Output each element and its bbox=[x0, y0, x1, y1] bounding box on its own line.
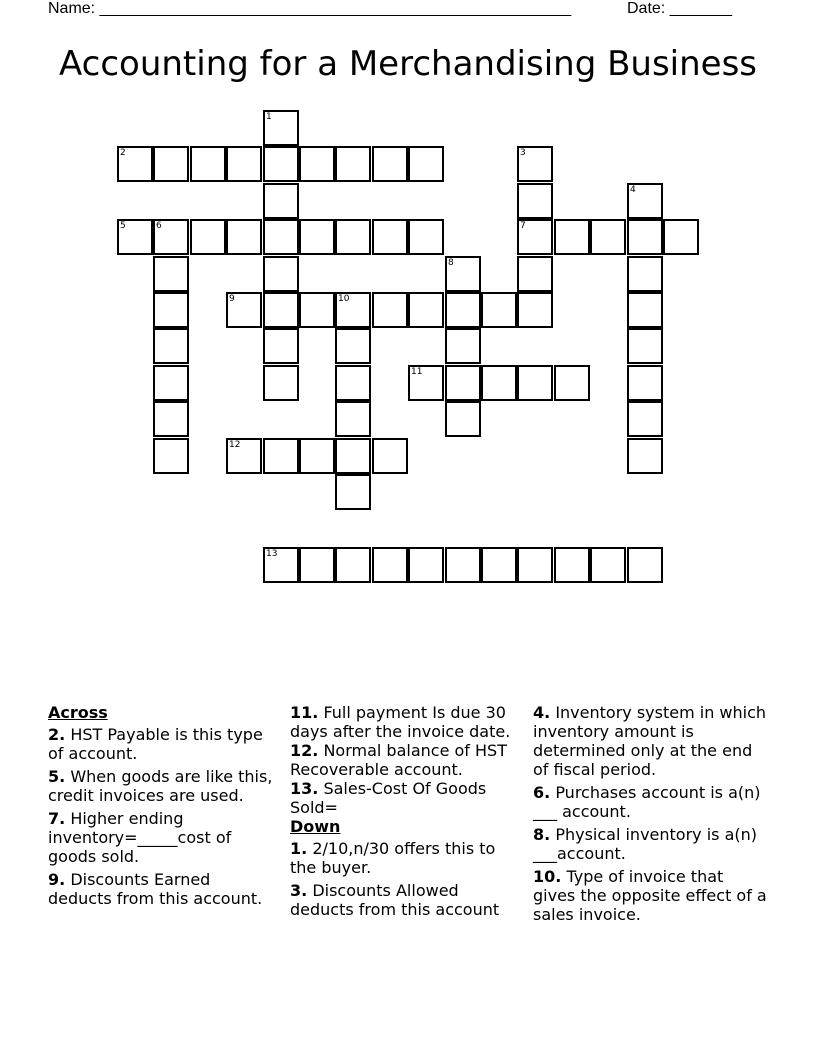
clue-text: When goods are like this, credit invoices are used. bbox=[48, 767, 273, 805]
page-title: Accounting for a Merchandising Business bbox=[58, 44, 758, 84]
crossword-cell[interactable] bbox=[408, 292, 444, 328]
crossword-cell[interactable] bbox=[226, 146, 262, 182]
name-field[interactable]: Name: _____________________________________________________ bbox=[48, 0, 572, 17]
cell-number: 10 bbox=[338, 294, 350, 304]
crossword-cell[interactable] bbox=[153, 146, 189, 182]
crossword-cell[interactable] bbox=[481, 547, 517, 583]
crossword-cell[interactable] bbox=[335, 328, 371, 364]
crossword-cell[interactable] bbox=[153, 292, 189, 328]
clue-number: 4. bbox=[533, 703, 551, 722]
crossword-cell[interactable] bbox=[335, 292, 371, 328]
crossword-cell[interactable] bbox=[263, 146, 299, 182]
crossword-cell[interactable] bbox=[117, 219, 153, 255]
crossword-cell[interactable] bbox=[299, 292, 335, 328]
clue-text: Normal balance of HST Recoverable account. bbox=[290, 741, 507, 779]
crossword-cell[interactable] bbox=[627, 256, 663, 292]
clue-number: 7. bbox=[48, 809, 66, 828]
crossword-cell[interactable] bbox=[263, 256, 299, 292]
crossword-cell[interactable] bbox=[372, 219, 408, 255]
clue-number: 8. bbox=[533, 825, 551, 844]
clue-number: 9. bbox=[48, 870, 66, 889]
crossword-cell[interactable] bbox=[517, 183, 553, 219]
crossword-cell[interactable] bbox=[445, 256, 481, 292]
clue-text: Discounts Earned deducts from this account. bbox=[48, 870, 263, 908]
clue-across-12 bbox=[290, 741, 526, 779]
crossword-cell[interactable] bbox=[263, 328, 299, 364]
clue-number: 12. bbox=[290, 741, 319, 760]
crossword-cell[interactable] bbox=[590, 547, 626, 583]
crossword-cell[interactable] bbox=[372, 146, 408, 182]
crossword-cell[interactable] bbox=[627, 547, 663, 583]
crossword-cell[interactable] bbox=[517, 256, 553, 292]
crossword-cell[interactable] bbox=[627, 328, 663, 364]
crossword-cell[interactable] bbox=[445, 547, 481, 583]
crossword-cell[interactable] bbox=[153, 256, 189, 292]
cell-number: 1 bbox=[266, 112, 272, 122]
cell-number: 8 bbox=[448, 258, 454, 268]
clue-across-5 bbox=[48, 767, 278, 805]
crossword-cell[interactable] bbox=[153, 365, 189, 401]
crossword-cell[interactable] bbox=[263, 219, 299, 255]
crossword-cell[interactable] bbox=[517, 547, 553, 583]
crossword-cell[interactable] bbox=[408, 219, 444, 255]
crossword-cell[interactable] bbox=[554, 219, 590, 255]
crossword-cell[interactable] bbox=[263, 183, 299, 219]
cell-number: 6 bbox=[156, 221, 162, 231]
clue-down-1 bbox=[290, 839, 526, 877]
cell-number: 12 bbox=[229, 440, 241, 450]
crossword-cell[interactable] bbox=[263, 365, 299, 401]
crossword-cell[interactable] bbox=[335, 547, 371, 583]
crossword-cell[interactable] bbox=[517, 292, 553, 328]
crossword-cell[interactable] bbox=[445, 292, 481, 328]
clue-text: Type of invoice that gives the opposite effect of a sales invoice. bbox=[533, 867, 767, 924]
down-heading: Down bbox=[290, 817, 341, 836]
crossword-cell[interactable] bbox=[372, 292, 408, 328]
crossword-cell[interactable] bbox=[445, 401, 481, 437]
crossword-cell[interactable] bbox=[299, 146, 335, 182]
crossword-cell[interactable] bbox=[263, 438, 299, 474]
crossword-cell[interactable] bbox=[335, 365, 371, 401]
crossword-cell[interactable] bbox=[517, 365, 553, 401]
clue-text: Purchases account is a(n) ___ account. bbox=[533, 783, 761, 821]
clue-number: 1. bbox=[290, 839, 308, 858]
clue-number: 11. bbox=[290, 703, 319, 722]
crossword-cell[interactable] bbox=[627, 183, 663, 219]
crossword-cell[interactable] bbox=[335, 401, 371, 437]
clue-across-2 bbox=[48, 725, 278, 763]
cell-number: 7 bbox=[520, 221, 526, 231]
crossword-cell[interactable] bbox=[299, 219, 335, 255]
crossword-cell[interactable] bbox=[299, 547, 335, 583]
crossword-cell[interactable] bbox=[627, 219, 663, 255]
crossword-cell[interactable] bbox=[408, 547, 444, 583]
cell-number: 13 bbox=[266, 549, 278, 559]
crossword-cell[interactable] bbox=[554, 547, 590, 583]
crossword-cell[interactable] bbox=[408, 365, 444, 401]
clue-down-3 bbox=[290, 881, 526, 919]
across-heading: Across bbox=[48, 703, 108, 722]
clue-text: Physical inventory is a(n) ___account. bbox=[533, 825, 758, 863]
clue-text: Inventory system in which inventory amount is determined only at the end of fiscal period. bbox=[533, 703, 767, 779]
crossword-cell[interactable] bbox=[590, 219, 626, 255]
clue-down-4 bbox=[533, 703, 769, 779]
cell-number: 11 bbox=[411, 367, 423, 377]
clue-text: Discounts Allowed deducts from this account bbox=[290, 881, 500, 919]
crossword-cell[interactable] bbox=[153, 219, 189, 255]
crossword-cell[interactable] bbox=[627, 438, 663, 474]
crossword-cell[interactable] bbox=[554, 365, 590, 401]
crossword-cell[interactable] bbox=[517, 219, 553, 255]
crossword-cell[interactable] bbox=[481, 292, 517, 328]
cell-number: 3 bbox=[520, 148, 526, 158]
crossword-cell[interactable] bbox=[445, 365, 481, 401]
crossword-cell[interactable] bbox=[190, 146, 226, 182]
crossword-cell[interactable] bbox=[226, 292, 262, 328]
cell-number: 4 bbox=[630, 185, 636, 195]
clue-down-6 bbox=[533, 783, 769, 821]
clue-across-7 bbox=[48, 809, 278, 866]
clue-column-1 bbox=[48, 703, 278, 912]
crossword-cell[interactable] bbox=[408, 146, 444, 182]
crossword-cell[interactable] bbox=[263, 110, 299, 146]
clue-number: 3. bbox=[290, 881, 308, 900]
clue-down-8 bbox=[533, 825, 769, 863]
cell-number: 9 bbox=[229, 294, 235, 304]
cell-number: 5 bbox=[120, 221, 126, 231]
clue-number: 5. bbox=[48, 767, 66, 786]
clue-column-2 bbox=[290, 703, 526, 923]
clue-across-13 bbox=[290, 779, 526, 817]
clue-down-10 bbox=[533, 867, 769, 924]
crossword-cell[interactable] bbox=[153, 401, 189, 437]
clue-column-3 bbox=[533, 703, 769, 928]
clue-number: 10. bbox=[533, 867, 562, 886]
crossword-cell[interactable] bbox=[445, 328, 481, 364]
clue-text: HST Payable is this type of account. bbox=[48, 725, 263, 763]
crossword-cell[interactable] bbox=[627, 292, 663, 328]
clue-text: Sales-Cost Of Goods Sold= bbox=[290, 779, 487, 817]
crossword-cell[interactable] bbox=[263, 547, 299, 583]
crossword-cell[interactable] bbox=[627, 365, 663, 401]
crossword-cell[interactable] bbox=[481, 365, 517, 401]
clue-number: 2. bbox=[48, 725, 66, 744]
crossword-cell[interactable] bbox=[190, 219, 226, 255]
clue-text: 2/10,n/30 offers this to the buyer. bbox=[290, 839, 496, 877]
clue-number: 13. bbox=[290, 779, 319, 798]
crossword-cell[interactable] bbox=[335, 438, 371, 474]
crossword-cell[interactable] bbox=[226, 219, 262, 255]
crossword-cell[interactable] bbox=[517, 146, 553, 182]
crossword-cell[interactable] bbox=[335, 219, 371, 255]
clue-text: Full payment Is due 30 days after the invoice date. bbox=[290, 703, 511, 741]
crossword-cell[interactable] bbox=[153, 438, 189, 474]
crossword-cell[interactable] bbox=[299, 438, 335, 474]
cell-number: 2 bbox=[120, 148, 126, 158]
crossword-cell[interactable] bbox=[372, 547, 408, 583]
date-field[interactable]: Date: _______ bbox=[627, 0, 732, 17]
crossword-cell[interactable] bbox=[263, 292, 299, 328]
crossword-cell[interactable] bbox=[226, 438, 262, 474]
crossword-cell[interactable] bbox=[372, 438, 408, 474]
clue-across-9 bbox=[48, 870, 278, 908]
crossword-cell[interactable] bbox=[153, 328, 189, 364]
crossword-cell[interactable] bbox=[663, 219, 699, 255]
clue-number: 6. bbox=[533, 783, 551, 802]
crossword-cell[interactable] bbox=[627, 401, 663, 437]
crossword-cell[interactable] bbox=[335, 146, 371, 182]
crossword-cell[interactable] bbox=[117, 146, 153, 182]
crossword-cell[interactable] bbox=[335, 474, 371, 510]
clue-text: Higher ending inventory=_____cost of goods sold. bbox=[48, 809, 232, 866]
clue-across-11 bbox=[290, 703, 526, 741]
